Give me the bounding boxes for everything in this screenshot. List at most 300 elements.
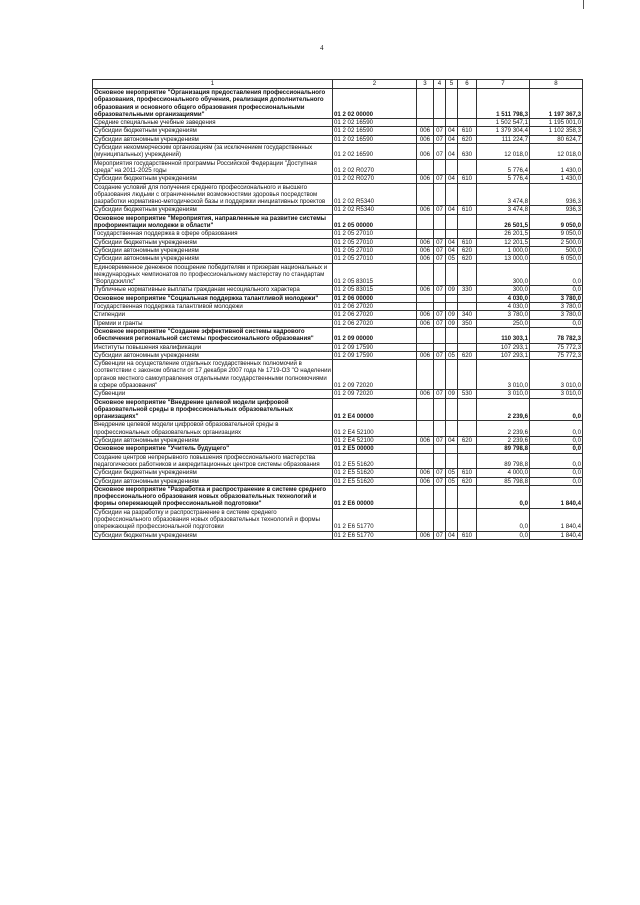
- table-row: [93, 175, 583, 183]
- row-ministry-cell: 006: [417, 469, 434, 477]
- row-code-cell: 01 2 09 17590: [333, 343, 417, 351]
- column-header: 8: [530, 80, 583, 89]
- row-expense-type-cell: 610: [458, 531, 477, 539]
- row-expense-type-cell: [458, 445, 477, 453]
- row-amount-2022-cell: 80 624,7: [530, 135, 583, 143]
- row-amount-2021-cell: 300,0: [477, 263, 530, 286]
- row-name-cell: Субсидии бюджетным учреждениям: [93, 531, 333, 539]
- table-row: [93, 230, 583, 238]
- row-code-cell: 01 2 02 16590: [333, 135, 417, 143]
- row-amount-2021-cell: 85 798,8: [477, 477, 530, 485]
- row-amount-2022-cell: 0,0: [530, 453, 583, 469]
- row-amount-2021-cell: 5 776,4: [477, 159, 530, 175]
- row-section-cell: [434, 303, 446, 311]
- row-expense-type-cell: [458, 230, 477, 238]
- table-row: [93, 398, 583, 421]
- row-amount-2022-cell: 0,0: [530, 263, 583, 286]
- row-section-cell: [434, 343, 446, 351]
- table-row: [93, 127, 583, 135]
- row-name-cell: Субсидии автономным учреждениям: [93, 135, 333, 143]
- row-name-cell: Создание центров непрерывного повышения профессионального мастерства педагогических работников и аккредитационных центров системы образования: [93, 453, 333, 469]
- row-code-cell: 01 2 E6 51770: [333, 531, 417, 539]
- row-subsection-cell: 04: [446, 246, 458, 254]
- row-expense-type-cell: [458, 360, 477, 390]
- row-expense-type-cell: 620: [458, 437, 477, 445]
- table-row: [93, 238, 583, 246]
- row-section-cell: [434, 159, 446, 175]
- table-row: [93, 206, 583, 214]
- row-code-cell: 01 2 E5 51620: [333, 469, 417, 477]
- row-section-cell: [434, 445, 446, 453]
- row-amount-2021-cell: 0,0: [477, 531, 530, 539]
- row-name-cell: Субсидии бюджетным учреждениям: [93, 238, 333, 246]
- table-row: [93, 437, 583, 445]
- row-amount-2021-cell: 300,0: [477, 286, 530, 294]
- row-subsection-cell: 04: [446, 175, 458, 183]
- row-expense-type-cell: [458, 453, 477, 469]
- row-ministry-cell: 006: [417, 531, 434, 539]
- table-row: [93, 183, 583, 206]
- row-subsection-cell: [446, 445, 458, 453]
- row-section-cell: 07: [434, 390, 446, 398]
- row-ministry-cell: [417, 89, 434, 119]
- row-ministry-cell: [417, 508, 434, 531]
- row-section-cell: 07: [434, 469, 446, 477]
- row-name-cell: Средние специальные учебные заведения: [93, 119, 333, 127]
- row-subsection-cell: [446, 119, 458, 127]
- row-code-cell: 01 2 09 72020: [333, 360, 417, 390]
- row-subsection-cell: [446, 183, 458, 206]
- row-ministry-cell: 006: [417, 437, 434, 445]
- row-subsection-cell: [446, 263, 458, 286]
- row-code-cell: 01 2 02 16590: [333, 127, 417, 135]
- table-row: [93, 390, 583, 398]
- row-name-cell: Субсидии бюджетным учреждениям: [93, 469, 333, 477]
- row-section-cell: [434, 327, 446, 343]
- row-code-cell: 01 2 E5 51620: [333, 477, 417, 485]
- table-row: [93, 421, 583, 437]
- row-subsection-cell: [446, 508, 458, 531]
- row-amount-2022-cell: 75 772,3: [530, 351, 583, 359]
- table-row: [93, 135, 583, 143]
- row-expense-type-cell: 610: [458, 238, 477, 246]
- row-expense-type-cell: [458, 327, 477, 343]
- row-ministry-cell: 006: [417, 175, 434, 183]
- table-row: [93, 351, 583, 359]
- row-section-cell: [434, 214, 446, 230]
- row-section-cell: 07: [434, 531, 446, 539]
- row-code-cell: 01 2 02 R0270: [333, 175, 417, 183]
- row-name-cell: Внедрение целевой модели цифровой образовательной среды в профессиональных образовательных организациях: [93, 421, 333, 437]
- row-section-cell: [434, 485, 446, 508]
- row-name-cell: Основное мероприятие "Создание эффективной системы кадрового обеспечения региональной системы профессионального образования": [93, 327, 333, 343]
- row-subsection-cell: [446, 89, 458, 119]
- row-section-cell: 07: [434, 437, 446, 445]
- row-code-cell: 01 2 E4 00000: [333, 398, 417, 421]
- row-ministry-cell: [417, 119, 434, 127]
- row-name-cell: Основное мероприятие "Мероприятия, направленные на развитие системы профориентации молодежи в области": [93, 214, 333, 230]
- row-section-cell: [434, 508, 446, 531]
- row-amount-2021-cell: 89 798,8: [477, 445, 530, 453]
- row-amount-2021-cell: 0,0: [477, 485, 530, 508]
- row-ministry-cell: [417, 214, 434, 230]
- row-subsection-cell: [446, 360, 458, 390]
- row-subsection-cell: [446, 343, 458, 351]
- row-amount-2021-cell: 111 224,7: [477, 135, 530, 143]
- row-expense-type-cell: 610: [458, 469, 477, 477]
- row-subsection-cell: 05: [446, 469, 458, 477]
- row-amount-2022-cell: 2 500,0: [530, 238, 583, 246]
- row-ministry-cell: [417, 485, 434, 508]
- row-amount-2021-cell: 3 474,8: [477, 206, 530, 214]
- row-amount-2022-cell: 0,0: [530, 421, 583, 437]
- row-amount-2022-cell: 1 840,4: [530, 485, 583, 508]
- row-expense-type-cell: [458, 303, 477, 311]
- row-name-cell: Институты повышения квалификации: [93, 343, 333, 351]
- row-name-cell: Государственная поддержка в сфере образования: [93, 230, 333, 238]
- row-section-cell: [434, 230, 446, 238]
- row-expense-type-cell: 620: [458, 135, 477, 143]
- row-section-cell: 07: [434, 238, 446, 246]
- row-name-cell: Субвенции: [93, 390, 333, 398]
- row-code-cell: 01 2 E5 51620: [333, 453, 417, 469]
- row-amount-2022-cell: 936,3: [530, 183, 583, 206]
- row-name-cell: Создание условий для получения среднего профессионального и высшего образования людьми с ограниченными возможностями здоровья посредством разработки нормативно-методической базы и поддержки инициативных проектов: [93, 183, 333, 206]
- row-amount-2022-cell: 3 780,0: [530, 311, 583, 319]
- row-ministry-cell: [417, 230, 434, 238]
- row-amount-2022-cell: 3 010,0: [530, 360, 583, 390]
- row-amount-2022-cell: 1 840,4: [530, 508, 583, 531]
- row-amount-2021-cell: 2 239,6: [477, 421, 530, 437]
- row-expense-type-cell: [458, 485, 477, 508]
- row-name-cell: Мероприятия государственной программы Российской Федерации "Доступная среда" на 2011-2025 годы: [93, 159, 333, 175]
- table-header-row: [93, 80, 583, 89]
- row-ministry-cell: [417, 453, 434, 469]
- row-name-cell: Субсидии бюджетным учреждениям: [93, 206, 333, 214]
- row-name-cell: Субсидии автономным учреждениям: [93, 437, 333, 445]
- row-subsection-cell: 04: [446, 531, 458, 539]
- row-name-cell: Субсидии автономным учреждениям: [93, 246, 333, 254]
- row-amount-2021-cell: 3 780,0: [477, 311, 530, 319]
- budget-table-body: [93, 80, 583, 540]
- table-row: [93, 119, 583, 127]
- row-amount-2022-cell: 78 782,3: [530, 327, 583, 343]
- row-expense-type-cell: [458, 343, 477, 351]
- row-expense-type-cell: [458, 294, 477, 302]
- row-amount-2022-cell: 6 050,0: [530, 255, 583, 263]
- row-name-cell: Основное мероприятие "Организация предоставления профессионального образования, профессионального обучения, реализация дополнительного образования и основного общего образования профессиональными образовательными организациями": [93, 89, 333, 119]
- row-name-cell: Основное мероприятие "Разработка и распространение в системе среднего профессионального образования новых образовательных технологий и формы опережающей профессиональной подготовки": [93, 485, 333, 508]
- table-row: [93, 327, 583, 343]
- column-header: 2: [333, 80, 417, 89]
- column-header: 1: [93, 80, 333, 89]
- row-expense-type-cell: 610: [458, 206, 477, 214]
- row-section-cell: 07: [434, 127, 446, 135]
- row-name-cell: Основное мероприятие "Социальная поддержка талантливой молодежи": [93, 294, 333, 302]
- row-amount-2021-cell: 1 000,0: [477, 246, 530, 254]
- row-name-cell: Основное мероприятие "Внедрение целевой модели цифровой образовательной среды в профессиональных образовательных организациях": [93, 398, 333, 421]
- row-amount-2021-cell: 2 239,6: [477, 437, 530, 445]
- table-row: [93, 303, 583, 311]
- row-amount-2022-cell: 1 195 001,0: [530, 119, 583, 127]
- row-section-cell: 07: [434, 144, 446, 160]
- row-section-cell: 07: [434, 311, 446, 319]
- row-section-cell: 07: [434, 135, 446, 143]
- row-expense-type-cell: [458, 263, 477, 286]
- row-code-cell: 01 2 09 00000: [333, 327, 417, 343]
- column-header: 7: [477, 80, 530, 89]
- row-subsection-cell: 04: [446, 135, 458, 143]
- row-ministry-cell: [417, 343, 434, 351]
- row-code-cell: 01 2 06 27020: [333, 303, 417, 311]
- row-section-cell: [434, 263, 446, 286]
- table-row: [93, 89, 583, 119]
- row-amount-2021-cell: 5 776,4: [477, 175, 530, 183]
- row-subsection-cell: 09: [446, 319, 458, 327]
- table-row: [93, 485, 583, 508]
- row-code-cell: 01 2 09 17590: [333, 351, 417, 359]
- table-row: [93, 531, 583, 539]
- row-expense-type-cell: 630: [458, 144, 477, 160]
- row-subsection-cell: [446, 294, 458, 302]
- row-ministry-cell: 006: [417, 246, 434, 254]
- row-subsection-cell: 04: [446, 144, 458, 160]
- row-ministry-cell: [417, 398, 434, 421]
- table-row: [93, 508, 583, 531]
- row-code-cell: 01 2 05 27010: [333, 246, 417, 254]
- row-expense-type-cell: 620: [458, 255, 477, 263]
- row-expense-type-cell: 620: [458, 477, 477, 485]
- row-section-cell: [434, 421, 446, 437]
- row-amount-2021-cell: 1 511 798,3: [477, 89, 530, 119]
- row-section-cell: [434, 294, 446, 302]
- row-ministry-cell: 006: [417, 255, 434, 263]
- row-code-cell: 01 2 05 00000: [333, 214, 417, 230]
- row-amount-2021-cell: 1 502 547,1: [477, 119, 530, 127]
- row-subsection-cell: [446, 159, 458, 175]
- row-subsection-cell: [446, 214, 458, 230]
- table-row: [93, 255, 583, 263]
- row-amount-2022-cell: 1 197 367,3: [530, 89, 583, 119]
- row-code-cell: 01 2 05 83015: [333, 263, 417, 286]
- row-code-cell: 01 2 E6 00000: [333, 485, 417, 508]
- row-subsection-cell: [446, 303, 458, 311]
- row-ministry-cell: 006: [417, 319, 434, 327]
- row-subsection-cell: 04: [446, 127, 458, 135]
- row-subsection-cell: [446, 230, 458, 238]
- row-ministry-cell: 006: [417, 390, 434, 398]
- row-expense-type-cell: [458, 119, 477, 127]
- row-amount-2021-cell: 26 201,5: [477, 230, 530, 238]
- row-expense-type-cell: 620: [458, 351, 477, 359]
- row-ministry-cell: 006: [417, 127, 434, 135]
- table-row: [93, 445, 583, 453]
- column-header: 3: [417, 80, 434, 89]
- column-header: 4: [434, 80, 446, 89]
- row-amount-2021-cell: 4 030,0: [477, 303, 530, 311]
- row-amount-2021-cell: 4 030,0: [477, 294, 530, 302]
- row-amount-2022-cell: 1 430,0: [530, 159, 583, 175]
- row-name-cell: Субсидии автономным учреждениям: [93, 351, 333, 359]
- row-code-cell: 01 2 E5 00000: [333, 445, 417, 453]
- row-name-cell: Стипендии: [93, 311, 333, 319]
- row-expense-type-cell: [458, 214, 477, 230]
- column-header: 6: [458, 80, 477, 89]
- row-ministry-cell: [417, 263, 434, 286]
- row-ministry-cell: 006: [417, 135, 434, 143]
- row-ministry-cell: [417, 183, 434, 206]
- row-amount-2021-cell: 3 474,8: [477, 183, 530, 206]
- row-amount-2022-cell: 3 780,0: [530, 294, 583, 302]
- row-amount-2021-cell: 26 501,5: [477, 214, 530, 230]
- row-subsection-cell: 04: [446, 238, 458, 246]
- table-row: [93, 159, 583, 175]
- row-expense-type-cell: 620: [458, 246, 477, 254]
- row-ministry-cell: 006: [417, 286, 434, 294]
- table-row: [93, 477, 583, 485]
- row-amount-2022-cell: 0,0: [530, 286, 583, 294]
- row-amount-2021-cell: 89 798,8: [477, 453, 530, 469]
- row-amount-2021-cell: 3 010,0: [477, 390, 530, 398]
- row-section-cell: 07: [434, 175, 446, 183]
- row-section-cell: 07: [434, 206, 446, 214]
- row-amount-2022-cell: 12 018,0: [530, 144, 583, 160]
- row-expense-type-cell: [458, 508, 477, 531]
- row-code-cell: 01 2 02 16590: [333, 144, 417, 160]
- row-amount-2022-cell: 3 010,0: [530, 390, 583, 398]
- row-subsection-cell: 09: [446, 311, 458, 319]
- row-subsection-cell: [446, 398, 458, 421]
- row-section-cell: [434, 453, 446, 469]
- row-amount-2022-cell: 9 050,0: [530, 214, 583, 230]
- row-amount-2021-cell: 1 379 304,4: [477, 127, 530, 135]
- row-amount-2021-cell: 13 000,0: [477, 255, 530, 263]
- row-subsection-cell: [446, 421, 458, 437]
- row-name-cell: Субвенции на осуществление отдельных государственных полномочий в соответствии с законом области от 17 декабря 2007 года № 1719-ОЗ "О наделении органов местного самоуправления отдельными государственными полномочиями в сфере образования": [94, 360, 331, 389]
- row-code-cell: 01 2 05 27010: [333, 238, 417, 246]
- row-ministry-cell: 006: [417, 477, 434, 485]
- row-subsection-cell: 09: [446, 286, 458, 294]
- row-ministry-cell: [417, 294, 434, 302]
- row-expense-type-cell: 340: [458, 311, 477, 319]
- row-expense-type-cell: 330: [458, 286, 477, 294]
- row-ministry-cell: [417, 159, 434, 175]
- table-row: [93, 144, 583, 160]
- row-name-cell: Субсидии бюджетным учреждениям: [93, 127, 333, 135]
- row-code-cell: 01 2 06 27020: [333, 311, 417, 319]
- row-name-cell: Государственная поддержка талантливой молодежи: [93, 303, 333, 311]
- row-amount-2021-cell: 107 293,1: [477, 343, 530, 351]
- row-amount-2022-cell: 3 780,0: [530, 303, 583, 311]
- row-code-cell: 01 2 02 00000: [333, 89, 417, 119]
- row-ministry-cell: [417, 327, 434, 343]
- row-amount-2021-cell: 110 303,1: [477, 327, 530, 343]
- row-amount-2022-cell: 936,3: [530, 206, 583, 214]
- row-subsection-cell: [446, 453, 458, 469]
- column-header: 5: [446, 80, 458, 89]
- row-amount-2022-cell: 1 840,4: [530, 531, 583, 539]
- row-amount-2022-cell: 0,0: [530, 445, 583, 453]
- row-amount-2021-cell: 250,0: [477, 319, 530, 327]
- row-amount-2022-cell: 0,0: [530, 437, 583, 445]
- row-expense-type-cell: 350: [458, 319, 477, 327]
- row-ministry-cell: 006: [417, 351, 434, 359]
- row-expense-type-cell: [458, 89, 477, 119]
- row-ministry-cell: 006: [417, 144, 434, 160]
- row-name-cell: Субсидии автономным учреждениям: [93, 477, 333, 485]
- row-ministry-cell: [417, 421, 434, 437]
- row-section-cell: [434, 360, 446, 390]
- table-row: [93, 360, 583, 390]
- table-row: [93, 286, 583, 294]
- row-section-cell: 07: [434, 319, 446, 327]
- row-ministry-cell: [417, 445, 434, 453]
- row-amount-2021-cell: 107 293,1: [477, 351, 530, 359]
- row-expense-type-cell: [458, 421, 477, 437]
- row-code-cell: 01 2 09 72020: [333, 390, 417, 398]
- table-row: [93, 453, 583, 469]
- row-section-cell: [434, 183, 446, 206]
- row-ministry-cell: [417, 360, 434, 390]
- row-section-cell: 07: [434, 286, 446, 294]
- row-ministry-cell: 006: [417, 238, 434, 246]
- scan-edge-mark: [583, 0, 584, 9]
- table-row: [93, 469, 583, 477]
- row-code-cell: 01 2 06 27020: [333, 319, 417, 327]
- row-code-cell: 01 2 E4 52100: [333, 437, 417, 445]
- row-code-cell: 01 2 05 27010: [333, 230, 417, 238]
- row-expense-type-cell: 610: [458, 175, 477, 183]
- row-section-cell: 07: [434, 246, 446, 254]
- row-code-cell: 01 2 02 R5340: [333, 206, 417, 214]
- row-ministry-cell: 006: [417, 311, 434, 319]
- row-code-cell: 01 2 06 00000: [333, 294, 417, 302]
- row-amount-2022-cell: 75 772,3: [530, 343, 583, 351]
- row-amount-2022-cell: 0,0: [530, 398, 583, 421]
- row-subsection-cell: 04: [446, 437, 458, 445]
- row-subsection-cell: [446, 485, 458, 508]
- row-amount-2021-cell: 12 201,5: [477, 238, 530, 246]
- row-amount-2021-cell: 3 010,0: [477, 360, 530, 390]
- row-code-cell: 01 2 E4 52100: [333, 421, 417, 437]
- row-code-cell: 01 2 E6 51770: [333, 508, 417, 531]
- row-name-cell: Субсидии автономным учреждениям: [93, 255, 333, 263]
- row-amount-2022-cell: 1 102 358,3: [530, 127, 583, 135]
- row-name-cell: Публичные нормативные выплаты гражданам несоциального характера: [93, 286, 333, 294]
- row-name-cell: Единовременное денежное поощрение победителям и призерам национальных и международных чемпионатов по профессиональному мастерству по стандартам "Ворлдскиллс": [93, 263, 333, 286]
- row-expense-type-cell: [458, 183, 477, 206]
- row-subsection-cell: 05: [446, 255, 458, 263]
- row-name-cell: Субсидии на разработку и распространение в системе среднего профессионального образования новых образовательных технологий и формы опережающей профессиональной подготовки: [93, 508, 333, 531]
- row-amount-2022-cell: 1 430,0: [530, 175, 583, 183]
- page-number: 4: [320, 44, 324, 52]
- row-section-cell: [434, 119, 446, 127]
- row-code-cell: 01 2 05 27010: [333, 255, 417, 263]
- row-code-cell: 01 2 05 83015: [333, 286, 417, 294]
- row-code-cell: 01 2 02 R0270: [333, 159, 417, 175]
- row-expense-type-cell: 610: [458, 127, 477, 135]
- row-name-cell: Субсидии некоммерческим организациям (за исключением государственных (муниципальных) учреждений): [93, 144, 333, 160]
- table-row: [93, 319, 583, 327]
- table-row: [93, 343, 583, 351]
- row-subsection-cell: 09: [446, 390, 458, 398]
- row-name-cell: Основное мероприятие "Учитель будущего": [93, 445, 333, 453]
- row-section-cell: 07: [434, 477, 446, 485]
- row-amount-2022-cell: 0,0: [530, 319, 583, 327]
- row-subsection-cell: 05: [446, 351, 458, 359]
- row-amount-2021-cell: 4 000,0: [477, 469, 530, 477]
- row-section-cell: [434, 89, 446, 119]
